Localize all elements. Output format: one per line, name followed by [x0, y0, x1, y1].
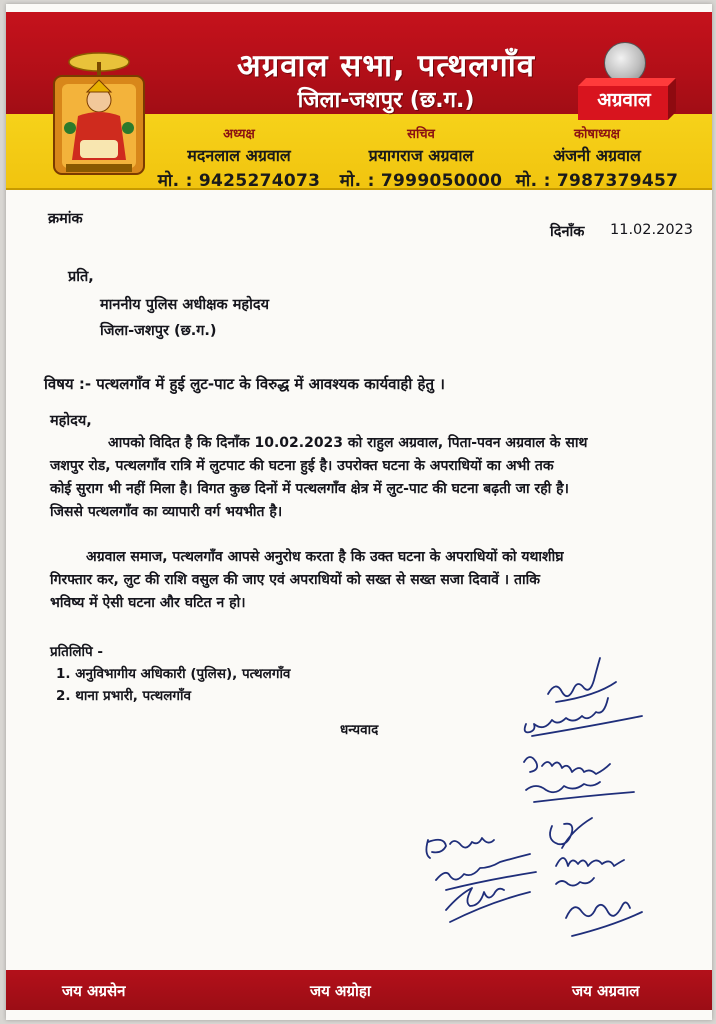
body-paragraph-1: [50, 432, 690, 524]
deity-portrait-icon: [40, 36, 158, 178]
signature-10: [566, 902, 642, 936]
signature-7: [556, 858, 624, 886]
signature-2: [525, 698, 642, 736]
salutation: महोदय,: [50, 413, 92, 429]
officer-role: अध्यक्ष: [223, 127, 255, 142]
signature-6: [426, 838, 494, 858]
officer-secretary: [336, 124, 506, 191]
signature-5: [550, 818, 592, 848]
paragraph-line: कोई सुराग भी नहीं मिला है। विगत कुछ दिनों में पत्थलगाँव क्षेत्र में लुट-पाट की घटना बढ़ती जा रही है।: [50, 481, 569, 497]
officer-phone: मो. : 7987379457: [515, 171, 679, 191]
subject-line: विषय :- पत्थलगाँव में हुई लुट-पाट के विरुद्ध में आवश्यक कार्यवाही हेतु ।: [44, 375, 445, 393]
paragraph-line: गिरफ्तार कर, लुट की राशि वसुल की जाए एवं अपराधियों को सख्त से सख्त सजा दिवावें । ताकि: [50, 572, 540, 588]
letter-sheet: [6, 4, 712, 1020]
officer-role: कोषाध्यक्ष: [574, 127, 620, 142]
officer-phone: मो. : 7999050000: [339, 171, 503, 191]
officer-name: अंजनी अग्रवाल: [553, 146, 641, 165]
signature-9: [446, 888, 530, 922]
footer-left: जय अग्रसेन: [62, 982, 126, 1000]
org-district: जिला-जशपुर (छ.ग.): [297, 88, 475, 113]
footer-center: जय अग्रोहा: [310, 982, 371, 1000]
copy-item-1: 1. अनुविभागीय अधिकारी (पुलिस), पत्थलगाँव: [56, 666, 291, 682]
signature-1: [548, 658, 616, 702]
officer-name: मदनलाल अग्रवाल: [187, 146, 291, 165]
paragraph-line: जशपुर रोड, पत्थलगाँव रात्रि में लुटपाट की घटना हुई है। उपरोक्त घटना के अपराधियों का अभी तक: [50, 458, 554, 474]
signatures-block: [406, 654, 706, 954]
officer-president: [154, 124, 324, 191]
signature-4: [526, 782, 634, 802]
date-label: दिनाँक: [550, 224, 585, 240]
date-value: 11.02.2023: [610, 222, 694, 238]
footer-band: [6, 970, 712, 1010]
officer-name: प्रयागराज अग्रवाल: [368, 146, 474, 165]
ref-label: क्रमांक: [48, 211, 83, 227]
signature-8: [436, 854, 536, 890]
paragraph-line: अग्रवाल समाज, पत्थलगाँव आपसे अनुरोध करता है कि उक्त घटना के अपराधियों को यथाशीघ्र: [86, 549, 564, 565]
paragraph-line: भविष्य में ऐसी घटना और घटित न हो।: [50, 595, 246, 611]
paragraph-line: आपको विदित है कि दिनाँक 10.02.2023 को राहुल अग्रवाल, पिता-पवन अग्रवाल के साथ: [108, 435, 588, 451]
thanks-text: धन्यवाद: [340, 722, 379, 738]
officer-phone: मो. : 9425274073: [157, 171, 321, 191]
org-name: अग्रवाल सभा, पत्थलगाँव: [237, 48, 535, 84]
copy-label: प्रतिलिपि -: [50, 644, 103, 660]
letterhead-banner: [6, 12, 712, 190]
officer-role: सचिव: [407, 127, 435, 142]
paragraph-line: जिससे पत्थलगाँव का व्यापारी वर्ग भयभीत है।: [50, 504, 283, 520]
copy-item-2: 2. थाना प्रभारी, पत्थलगाँव: [56, 688, 192, 704]
recipient-line-1: माननीय पुलिस अधीक्षक महोदय: [100, 297, 269, 313]
recipient-line-2: जिला-जशपुर (छ.ग.): [100, 323, 217, 339]
brand-label: अग्रवाल: [597, 89, 651, 111]
officer-treasurer: [512, 124, 682, 191]
footer-right: जय अग्रवाल: [572, 982, 640, 1000]
body-paragraph-2: [50, 546, 690, 615]
to-label: प्रति,: [68, 269, 94, 285]
signature-3: [524, 757, 610, 774]
